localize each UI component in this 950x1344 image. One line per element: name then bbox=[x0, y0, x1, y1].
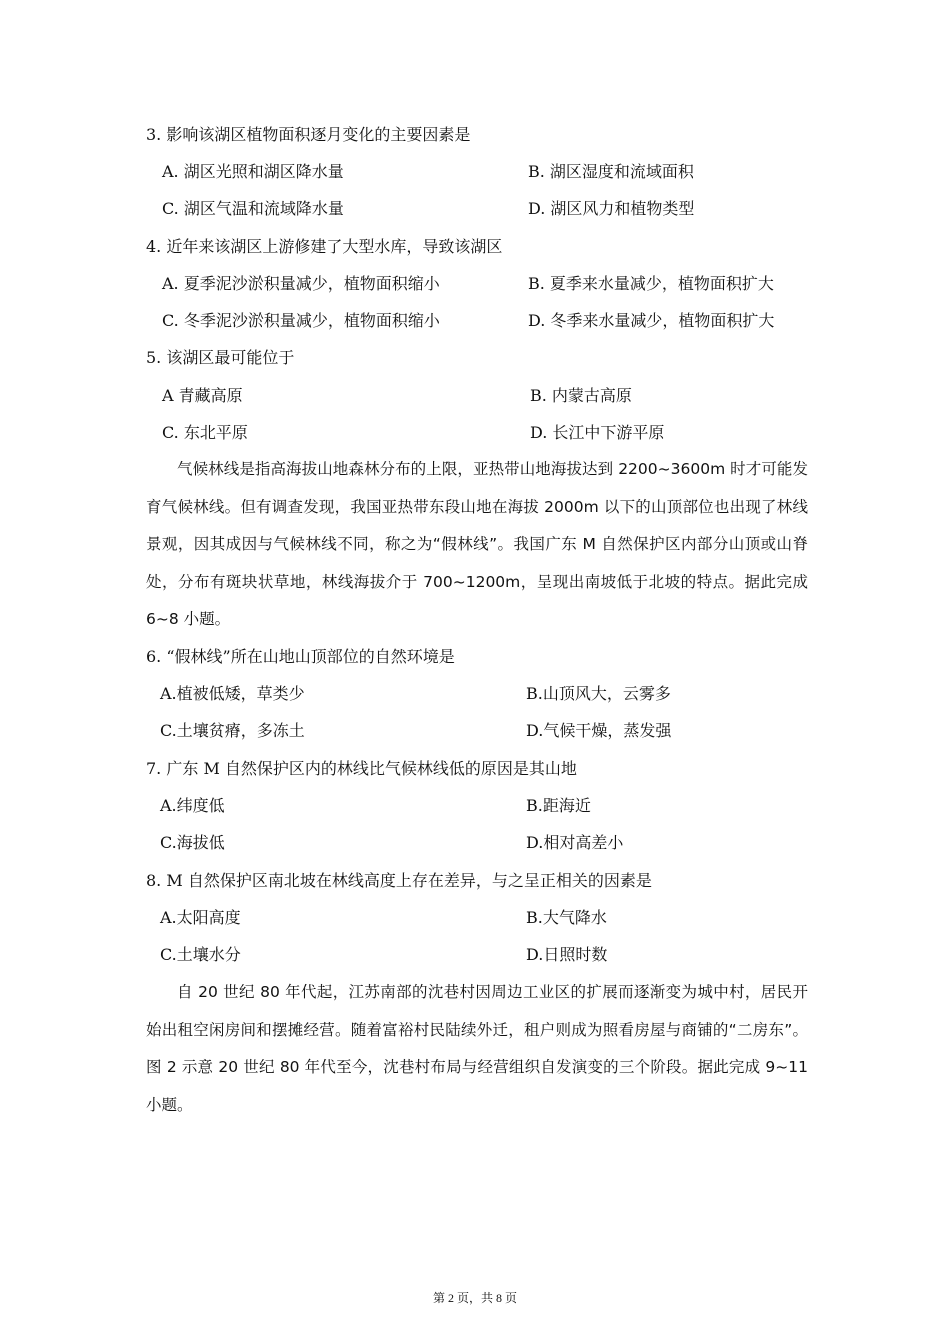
question-4-stem: 4. 近年来该湖区上游修建了大型水库，导致该湖区 bbox=[146, 237, 503, 256]
question-7-option-d: D.相对高差小 bbox=[526, 833, 624, 852]
question-5-option-b: B. 内蒙古高原 bbox=[530, 386, 632, 405]
question-4-option-d: D. 冬季来水量减少，植物面积扩大 bbox=[528, 311, 775, 330]
question-4-option-c: C. 冬季泥沙淤积量减少，植物面积缩小 bbox=[162, 311, 440, 330]
question-3-option-a: A. 湖区光照和湖区降水量 bbox=[162, 162, 344, 181]
question-7-option-a: A.纬度低 bbox=[160, 796, 225, 815]
question-8-stem: 8. M 自然保护区南北坡在林线高度上存在差异，与之呈正相关的因素是 bbox=[146, 871, 652, 890]
question-8-option-d: D.日照时数 bbox=[526, 945, 608, 964]
question-4-option-a: A. 夏季泥沙淤积量减少，植物面积缩小 bbox=[162, 274, 440, 293]
question-6-option-c: C.土壤贫瘠，多冻土 bbox=[160, 721, 305, 740]
page-footer: 第 2 页，共 8 页 bbox=[432, 1291, 517, 1305]
question-6-option-a: A.植被低矮，草类少 bbox=[160, 684, 305, 703]
question-4-option-b: B. 夏季来水量减少，植物面积扩大 bbox=[528, 274, 774, 293]
question-3-option-b: B. 湖区湿度和流域面积 bbox=[528, 162, 694, 181]
passage-timberline: 气候林线是指高海拔山地森林分布的上限，亚热带山地海拔达到 2200~3600m 时才可能发育气候林线。但有调查发现，我国亚热带东段山地在海拔 2000m 以下的山顶部位也出现了林线景观，因其成因与气候林线不同，称之为“假林线”。我国广东 M 自然保护区内部分山顶或山脊处，分布有斑块状草地，林线海拔介于 700~1200m，呈现出南坡低于北坡的特点。据此完成 6~8 小题。 bbox=[146, 460, 808, 628]
question-6-option-d: D.气候干燥，蒸发强 bbox=[526, 721, 672, 740]
question-3-option-d: D. 湖区风力和植物类型 bbox=[528, 199, 695, 218]
question-6-option-b: B.山顶风大，云雾多 bbox=[526, 684, 671, 703]
question-3-option-c: C. 湖区气温和流域降水量 bbox=[162, 199, 344, 218]
question-8-option-b: B.大气降水 bbox=[526, 908, 607, 927]
question-3-stem: 3. 影响该湖区植物面积逐月变化的主要因素是 bbox=[146, 125, 471, 144]
question-6-stem: 6. “假林线”所在山地山顶部位的自然环境是 bbox=[146, 647, 455, 666]
passage-shenxiang-village: 自 20 世纪 80 年代起，江苏南部的沈巷村因周边工业区的扩展而逐渐变为城中村，居民开始出租空闲房间和摆摊经营。随着富裕村民陆续外迁，租户则成为照看房屋与商铺的“二房东”。图 2 示意 20 世纪 80 年代至今，沈巷村布局与经营组织自发演变的三个阶段。据此完成 9~11 小题。 bbox=[146, 983, 808, 1114]
question-8-option-c: C.土壤水分 bbox=[160, 945, 241, 964]
question-7-option-b: B.距海近 bbox=[526, 796, 591, 815]
question-5-option-c: C. 东北平原 bbox=[162, 423, 248, 442]
question-5-option-a: A 青藏高原 bbox=[162, 386, 243, 405]
question-8-option-a: A.太阳高度 bbox=[160, 908, 241, 927]
question-7-stem: 7. 广东 M 自然保护区内的林线比气候林线低的原因是其山地 bbox=[146, 759, 577, 778]
question-5-stem: 5. 该湖区最可能位于 bbox=[146, 348, 295, 367]
question-7-option-c: C.海拔低 bbox=[160, 833, 225, 852]
question-5-option-d: D. 长江中下游平原 bbox=[530, 423, 665, 442]
